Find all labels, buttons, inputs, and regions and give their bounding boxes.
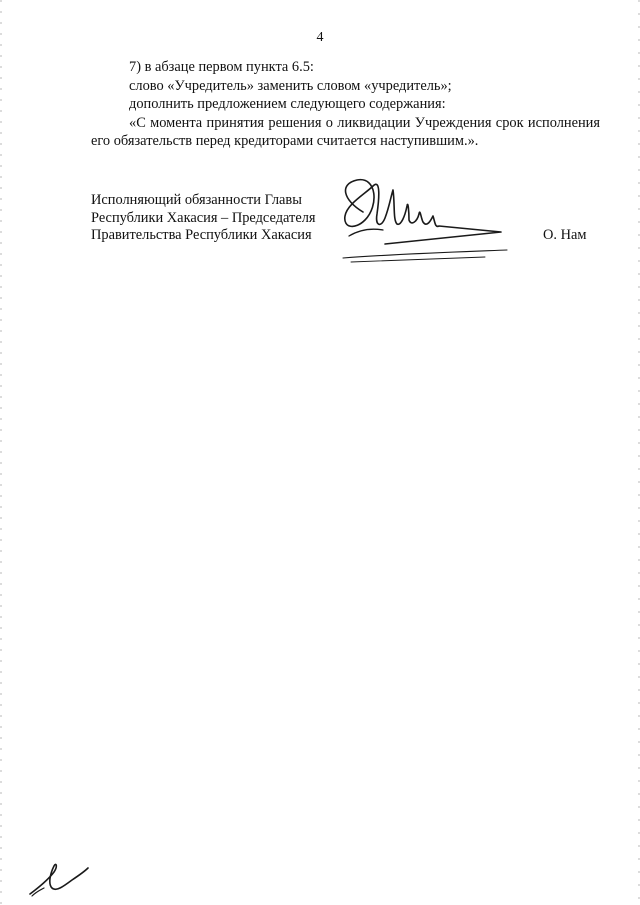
paragraph-replace-word: слово «Учредитель» заменить словом «учредитель»; (129, 77, 452, 94)
paragraph-quoted-sentence: «С момента принятия решения о ликвидации Учреждения срок исполнения его обязательств перед кредиторами считается наступившим.». (91, 114, 600, 149)
signatory-title (91, 192, 316, 245)
initials-mark (28, 858, 90, 898)
signatory-title-line: Исполняющий обязанности Главы (91, 192, 302, 208)
paragraph-add-sentence: дополнить предложением следующего содержания: (129, 96, 446, 112)
paragraph-item-7: 7) в абзаце первом пункта 6.5: (129, 59, 314, 75)
signer-name: О. Нам (543, 227, 587, 243)
page-number: 4 (316, 30, 324, 45)
scan-edge-right (636, 0, 640, 905)
scan-edge-left (0, 0, 4, 905)
amendment-text (91, 58, 600, 151)
signatory-title-line: Правительства Республики Хакасия (91, 227, 312, 243)
signatory-title-line: Республики Хакасия – Председателя (91, 209, 316, 226)
handwritten-signature (335, 170, 520, 265)
